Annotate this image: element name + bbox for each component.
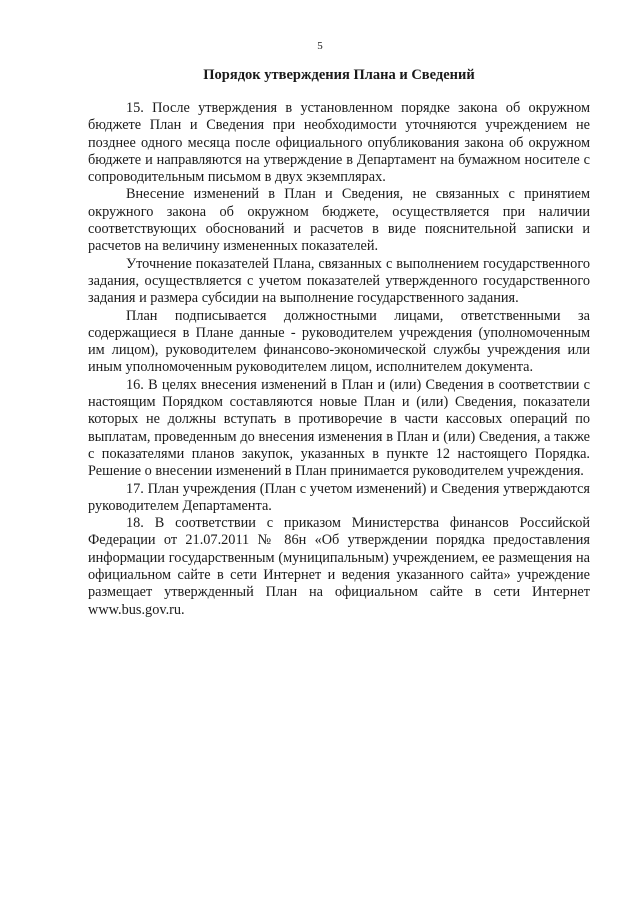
page-number: 5 (317, 40, 323, 52)
section-heading: Порядок утверждения Плана и Сведений (203, 67, 475, 83)
paragraph-15: 15. После утверждения в установленном порядке закона об окружном бюджете План и Сведения при необходимости уточняются учреждением не позднее одного месяца после официального опубликования закона об окружном бюджете и направляются на утверждение в Департамент на бумажном носителе с сопроводительным письмом в двух экземплярах. (88, 100, 590, 186)
paragraph-17: 17. План учреждения (План с учетом изменений) и Сведения утверждаются руководителем Департамента. (88, 480, 590, 514)
document-body (88, 100, 590, 619)
paragraph-plan-clarification: Уточнение показателей Плана, связанных с выполнением государственного задания, осуществляется с учетом показателей утвержденного государственного задания и размера субсидии на выполнение государственного задания. (88, 255, 590, 307)
paragraph-amendments: Внесение изменений в План и Сведения, не связанных с принятием окружного закона об окружном бюджете, осуществляется при наличии соответствующих обоснований и расчетов в виде пояснительной записки и расчетов на величину измененных показателей. (88, 186, 590, 255)
paragraph-plan-signing: План подписывается должностными лицами, ответственными за содержащиеся в Плане данные - руководителем учреждения (уполномоченным им лицом), руководителем финансово-экономической службы учреждения или иным уполномоченным руководителем лицом, исполнителем документа. (88, 307, 590, 376)
paragraph-18: 18. В соответствии с приказом Министерства финансов Российской Федерации от 21.07.2011 № 86н «Об утверждении порядка предоставления информации государственным (муниципальным) учреждением, ее размещения на официальном сайте в сети Интернет и ведения указанного сайта» учреждение размещает утвержденный План на официальном сайте в сети Интернет www.bus.gov.ru. (88, 515, 590, 618)
paragraph-16: 16. В целях внесения изменений в План и (или) Сведения в соответствии с настоящим Порядком составляются новые План и (или) Сведения, показатели которых не должны вступать в противоречие в части кассовых операций по выплатам, проведенным до внесения изменения в План и (или) Сведения, а также с показателями планов закупок, указанных в пункте 12 настоящего Порядка. Решение о внесении изменений в План принимается руководителем учреждения. (88, 376, 590, 480)
